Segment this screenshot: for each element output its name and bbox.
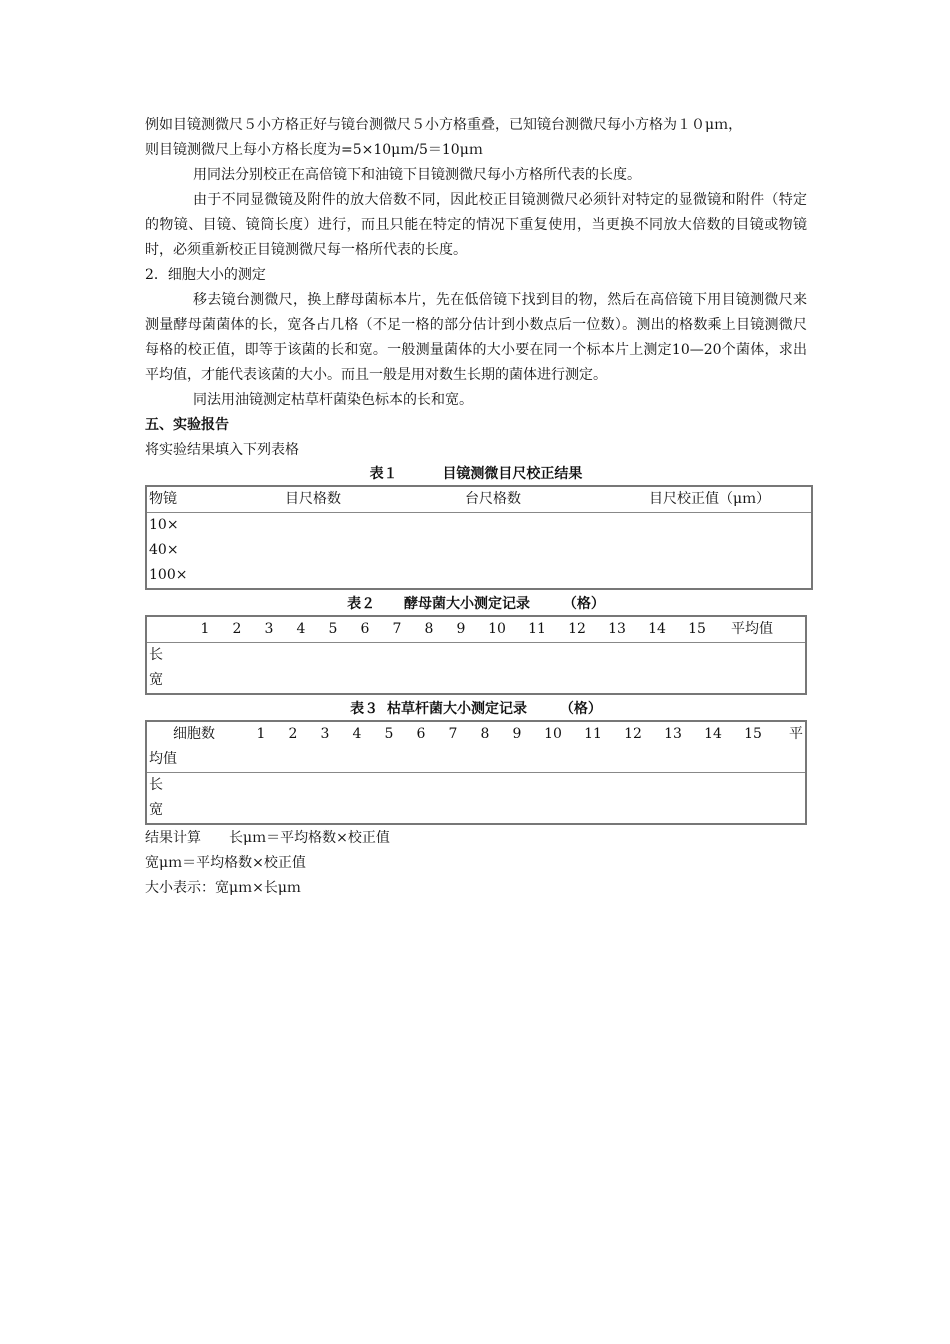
result-calculation-line: 结果计算 长μｍ＝平均格数×校正值 (145, 830, 390, 846)
table3-header-8: 8 (480, 726, 490, 742)
paragraph-example-line2: 则目镜测微尺上每小方格长度为=5×10μｍ/5＝10μｍ (145, 142, 483, 158)
table1-row-40x: 40× (149, 542, 179, 558)
table2-header-11: 11 (528, 621, 546, 637)
paragraph-oil-lens: 同法用油镜测定枯草杆菌染色标本的长和宽。 (193, 392, 473, 408)
table3-caption-title: 枯草杆菌大小测定记录 (387, 701, 527, 717)
table2-header-7: 7 (392, 621, 402, 637)
table2-header-13: 13 (608, 621, 626, 637)
table1-header-calibration-value: 目尺校正值（μｍ） (649, 491, 771, 507)
table2-header-10: 10 (488, 621, 506, 637)
table1-header-objective: 物镜 (149, 491, 177, 507)
table3-header-7: 7 (448, 726, 458, 742)
table2-row-length: 长 (149, 647, 163, 663)
table2-header-2: 2 (232, 621, 242, 637)
table1-caption (145, 463, 807, 485)
paragraph-cell-size-method: 移去镜台测微尺，换上酵母菌标本片，先在低倍镜下找到目的物，然后在高倍镜下用目镜测微尺来测量酵母菌菌体的长，宽各占几格（不足一格的部分估计到小数点后一位数）。测出的格数乘上目镜测微尺每格的校正值，即等于该菌的长和宽。一般测量菌体的大小要在同一个标本片上测定10—20个菌体，求出平均值，才能代表该菌的大小。而且一般是用对数生长期的菌体进行测定。 (145, 292, 807, 383)
table2-body-row (146, 643, 806, 695)
table1-row-100x: 100× (149, 567, 188, 583)
table3-header-12: 12 (624, 726, 642, 742)
table3-row-width: 宽 (149, 802, 163, 818)
paragraph-example-line1: 例如目镜测微尺５小方格正好与镜台测微尺５小方格重叠，已知镜台测微尺每小方格为１０μｍ， (145, 117, 743, 133)
section-heading-report: 五、实验报告 (145, 417, 229, 433)
result-size-expression: 大小表示：宽μｍ×长μｍ (145, 880, 301, 896)
section-heading-cell-size: 2．细胞大小的测定 (145, 267, 266, 283)
table3-header-5: 5 (384, 726, 394, 742)
paragraph-same-method: 用同法分别校正在高倍镜下和油镜下目镜测微尺每小方格所代表的长度。 (193, 167, 641, 183)
document-page (145, 113, 807, 901)
table3 (145, 720, 807, 825)
paragraph-fill-tables: 将实验结果填入下列表格 (145, 442, 299, 458)
table2-header-14: 14 (648, 621, 666, 637)
table3-header-average-end: 均值 (149, 751, 177, 767)
table3-header-2: 2 (288, 726, 298, 742)
table1-caption-title: 目镜测微目尺校正结果 (442, 466, 583, 482)
table1-header-stage-divisions: 台尺格数 (465, 491, 521, 507)
table2-header-8: 8 (424, 621, 434, 637)
result-width-line: 宽μｍ＝平均格数×校正值 (145, 855, 306, 871)
table3-caption-unit: （格） (559, 701, 602, 717)
table1-body-row (146, 513, 812, 590)
table1 (145, 485, 813, 590)
table3-header-row (146, 721, 806, 773)
table2-caption-unit: （格） (562, 596, 605, 612)
table2-caption-number: 表２ (347, 596, 376, 612)
table3-header-3: 3 (320, 726, 330, 742)
table2-caption (145, 593, 807, 615)
table3-header-10: 10 (544, 726, 562, 742)
table1-header-eyepiece-divisions: 目尺格数 (285, 491, 341, 507)
table3-header-14: 14 (704, 726, 722, 742)
table3-header-13: 13 (664, 726, 682, 742)
table2-header-9: 9 (456, 621, 466, 637)
table3-header-9: 9 (512, 726, 522, 742)
table3-header-15: 15 (744, 726, 762, 742)
table3-body-row (146, 773, 806, 825)
table1-row-10x: 10× (149, 517, 179, 533)
table2-header-4: 4 (296, 621, 306, 637)
table3-header-cell-count: 细胞数 (173, 726, 215, 742)
table3-header-6: 6 (416, 726, 426, 742)
table2-header-1: 1 (200, 621, 210, 637)
table2-header-12: 12 (568, 621, 586, 637)
table3-header-4: 4 (352, 726, 362, 742)
table2-header-3: 3 (264, 621, 274, 637)
table2-header-15: 15 (688, 621, 706, 637)
table3-header-1: 1 (256, 726, 266, 742)
table1-caption-number: 表１ (369, 466, 398, 482)
table2-header-average: 平均值 (731, 621, 773, 637)
table3-row-length: 长 (149, 777, 163, 793)
table3-caption (145, 698, 807, 720)
table3-header-average-start: 平 (789, 726, 803, 742)
table1-header-row (146, 486, 812, 513)
table2-row-width: 宽 (149, 672, 163, 688)
table2-header-row (146, 616, 806, 643)
table2-header-6: 6 (360, 621, 370, 637)
table3-caption-number: 表３ (350, 701, 379, 717)
paragraph-microscope-note: 由于不同显微镜及附件的放大倍数不同，因此校正目镜测微尺必须针对特定的显微镜和附件（特定的物镜、目镜、镜筒长度）进行，而且只能在特定的情况下重复使用，当更换不同放大倍数的目镜或物镜时，必须重新校正目镜测微尺每一格所代表的长度。 (145, 192, 807, 258)
table2-header-5: 5 (328, 621, 338, 637)
table2-caption-title: 酵母菌大小测定记录 (404, 596, 530, 612)
table2 (145, 615, 807, 695)
table3-header-11: 11 (584, 726, 602, 742)
